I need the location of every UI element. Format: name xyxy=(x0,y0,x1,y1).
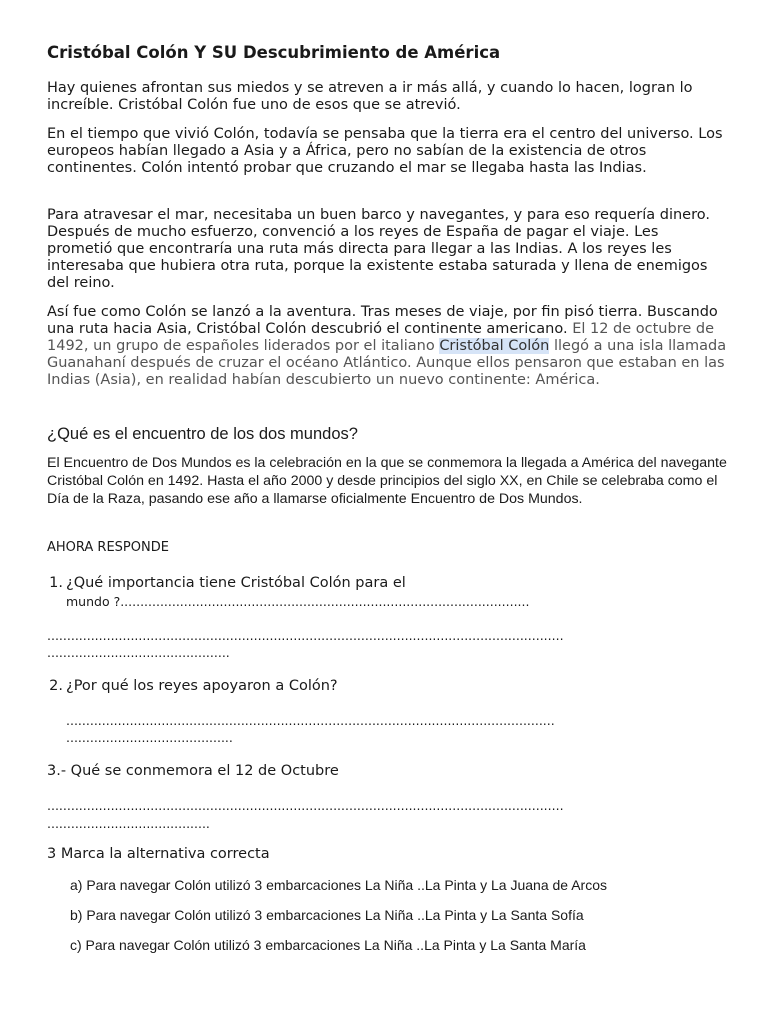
choice-a[interactable]: a) Para navegar Colón utilizó 3 embarcaciones La Niña ..La Pinta y La Juana de Arcos xyxy=(70,877,607,893)
question-1-text: ¿Qué importancia tiene Cristóbal Colón para el xyxy=(66,575,406,591)
question-1-answer-line-2[interactable]: .................................................................................................................................. xyxy=(47,628,564,643)
question-2-answer-line-2[interactable]: .......................................... xyxy=(66,730,233,745)
question-3-answer-line-2[interactable]: ......................................... xyxy=(47,816,210,831)
document-title: Cristóbal Colón Y SU Descubrimiento de América xyxy=(47,43,501,62)
paragraph-context: En el tiempo que vivió Colón, todavía se pensaba que la tierra era el centro del universo. Los europeos habían llegado a Asia y a África, pero no sabían de la existencia de otros continentes. Colón intentó probar que cruzando el mar se llegaba hasta las Indias. xyxy=(47,126,723,176)
paragraph-discovery xyxy=(47,304,727,389)
choice-b[interactable]: b) Para navegar Colón utilizó 3 embarcaciones La Niña ..La Pinta y La Santa Sofía xyxy=(70,907,584,923)
section-text: El Encuentro de Dos Mundos es la celebración en la que se conmemora la llegada a América del navegante Cristóbal Colón en 1492. Hasta el año 2000 y desde principios del siglo XX, en Chile se celebraba como el Día de la Raza, pasando ese año a llamarse oficialmente Encuentro de Dos Mundos. xyxy=(47,455,727,507)
section-heading: ¿Qué es el encuentro de los dos mundos? xyxy=(47,425,358,443)
question-1-answer-line-3[interactable]: .............................................. xyxy=(47,645,230,660)
multiple-choice-heading: 3 Marca la alternativa correcta xyxy=(47,846,270,862)
question-3-answer-line[interactable]: .................................................................................................................................. xyxy=(47,798,564,813)
question-2-answer-line[interactable]: ........................................................................................................................... xyxy=(66,713,555,728)
discovery-main-text: Así fue como Colón se lanzó a la aventura. Tras meses de viaje, por fin pisó tierra. Buscando una ruta hacia Asia, Cristóbal Colón descubrió el continente americano. xyxy=(47,304,718,337)
discovery-quote-continuation: llegó a una isla llamada Guanahaní después de cruzar el océano Atlántico. Aunque ellos pensaron que estaban en las Indias (Asia), en realidad habían descubierto un nuevo continente: América. xyxy=(47,338,727,388)
paragraph-intro: Hay quienes afrontan sus miedos y se atreven a ir más allá, y cuando lo hacen, logran lo increíble. Cristóbal Colón fue uno de esos que se atrevió. xyxy=(47,80,693,113)
paragraph-voyage-funding: Para atravesar el mar, necesitaba un buen barco y navegantes, y para eso requería dinero. Después de mucho esfuerzo, convenció a los reyes de España de pagar el viaje. Les prometió que encontraría una ruta más directa para llegar a las Indias. A los reyes les interesaba que hubiera otra ruta, porque la existente estaba saturada y llena de enemigos del reino. xyxy=(47,207,710,291)
question-3-text: 3.- Qué se conmemora el 12 de Octubre xyxy=(47,763,339,779)
question-2-number: 2. xyxy=(49,678,63,694)
question-1-number: 1. xyxy=(49,575,63,591)
question-1-answer-line[interactable]: mundo ?....................................................................................................... xyxy=(66,594,530,609)
choice-c[interactable]: c) Para navegar Colón utilizó 3 embarcaciones La Niña ..La Pinta y La Santa María xyxy=(70,937,586,953)
question-2-text: ¿Por qué los reyes apoyaron a Colón? xyxy=(66,678,338,694)
cristobal-colon-link[interactable]: Cristóbal Colón xyxy=(439,338,550,354)
instructions-label: AHORA RESPONDE xyxy=(47,540,169,555)
discovery-quote-text: El 12 de octubre de 1492, un grupo de españoles liderados por el italiano xyxy=(47,321,715,354)
